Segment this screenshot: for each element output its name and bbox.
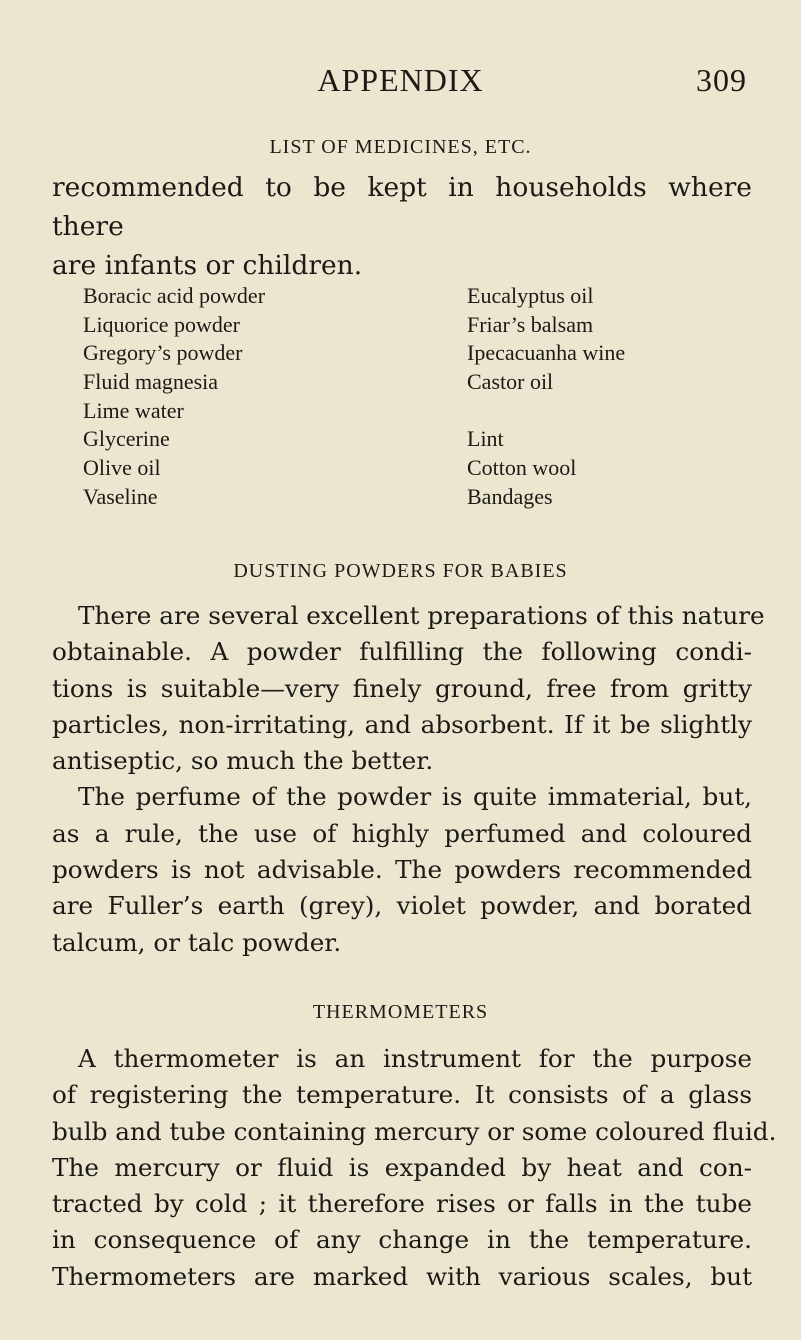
thermometers-heading: THERMOMETERS: [312, 1001, 489, 1023]
text-line: in consequence of any change in the temperature.: [52, 1225, 752, 1255]
medicine-item: Fluid magnesia: [83, 369, 219, 395]
medicine-item: Glycerine: [83, 426, 170, 452]
medicine-list-right-column: [467, 282, 625, 512]
medicine-list-left-column: [83, 282, 265, 512]
text-line: are Fuller’s earth (grey), violet powder, and borated: [52, 891, 752, 921]
page-number: 309: [696, 62, 747, 98]
running-title: APPENDIX: [317, 62, 484, 98]
text-line: There are several excellent preparations of this nature: [78, 601, 765, 630]
medicine-item: Lime water: [83, 397, 184, 423]
intro-line: are infants or children.: [52, 250, 363, 281]
medicine-item: Olive oil: [83, 455, 161, 481]
text-line: tracted by cold ; it therefore rises or falls in the tube: [52, 1189, 752, 1219]
text-line: The perfume of the powder is quite immaterial, but,: [78, 782, 752, 812]
medicine-item: Eucalyptus oil: [467, 283, 594, 308]
text-line: bulb and tube containing mercury or some coloured fluid.: [52, 1116, 777, 1146]
medicine-item: Ipecacuanha wine: [467, 340, 626, 366]
medicine-item: Bandages: [467, 483, 553, 509]
medicine-item: Liquorice powder: [83, 311, 240, 337]
medicine-item: Friar’s balsam: [467, 311, 594, 337]
dusting-powders-heading: DUSTING POWDERS FOR BABIES: [233, 560, 568, 582]
medicine-item: Cotton wool: [467, 455, 577, 481]
text-line: Thermometers are marked with various scales, but: [52, 1261, 752, 1291]
medicine-item: Gregory’s powder: [83, 340, 243, 366]
medicine-item: Castor oil: [467, 369, 554, 395]
text-line: powders is not advisable. The powders recommended: [52, 855, 752, 885]
medicine-item: Vaseline: [83, 483, 158, 509]
text-line: A thermometer is an instrument for the purpose: [78, 1044, 752, 1073]
medicine-item: Boracic acid powder: [83, 283, 266, 308]
text-line: particles, non-irritating, and absorbent. If it be slightly: [52, 709, 752, 739]
medicine-item-blank: [467, 397, 625, 426]
text-line: as a rule, the use of highly perfumed and coloured: [52, 818, 752, 848]
text-line: antiseptic, so much the better.: [52, 746, 434, 776]
text-line: The mercury or fluid is expanded by heat and con-: [52, 1152, 752, 1182]
text-line: tions is suitable—very finely ground, free from gritty: [52, 673, 752, 703]
intro-line: recommended to be kept in households where there: [52, 172, 752, 242]
medicine-list-intro: [52, 168, 752, 285]
medicine-item: Lint: [467, 426, 504, 452]
dusting-powders-text: [52, 598, 765, 961]
thermometers-text: [52, 1041, 777, 1295]
text-line: of registering the temperature. It consists of a glass: [52, 1080, 752, 1110]
running-head: [0, 62, 801, 102]
medicine-list-heading: LIST OF MEDICINES, ETC.: [269, 136, 532, 158]
text-line: talcum, or talc powder.: [52, 927, 342, 957]
text-line: obtainable. A powder fulfilling the following condi-: [52, 637, 752, 667]
